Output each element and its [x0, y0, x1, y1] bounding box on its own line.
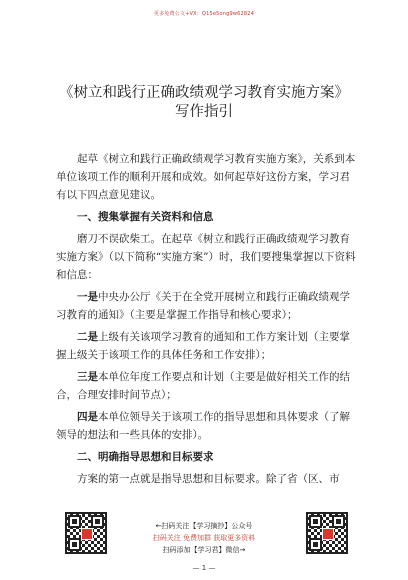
header-notice: 更多免费公文+VX：Q15e5ong9w62824: [153, 11, 255, 17]
footer: [0, 512, 408, 580]
section-heading-1: 一、搜集掌握有关资料和信息: [77, 211, 214, 223]
section-1-paragraph: 磨刀不误砍柴工。在起草《树立和践行正确政绩观学习教育实施方案》（以下简称“实施方案”）时，我们要搜集掌握以下资料和信息：: [56, 233, 356, 281]
list-item-text: 上级有关该项学习教育的通知和工作方案计划（主要掌握上级关于该项工作的具体任务和工作安排）；: [56, 331, 350, 361]
section-2-paragraph: 方案的第一点就是指导思想和目标要求。除了省（区、市: [77, 473, 340, 485]
footer-promo-line-2: 扫码关注 免费加群 获取更多资料: [152, 534, 256, 542]
list-item-3: [56, 368, 356, 404]
intro-paragraph: 起草《树立和践行正确政绩观学习教育实施方案》，关系到本单位该项工作的顺利开展和成效。如何起草好这份方案，学习君有以下四点意见建议。: [56, 153, 356, 201]
title-line-1: 《树立和践行正确政绩观学习教育实施方案》: [59, 85, 349, 101]
section-heading-2: 二、明确指导思想和目标要求: [77, 451, 214, 463]
list-item-4: [56, 408, 356, 444]
list-item-lead: 三是: [77, 371, 98, 383]
title-line-2: 写作指引: [175, 104, 233, 120]
list-item-lead: 二是: [77, 331, 98, 343]
qr-code-icon[interactable]: [65, 512, 107, 554]
list-item-lead: 四是: [77, 411, 98, 423]
document-title: [0, 84, 408, 122]
document-body: [56, 150, 356, 492]
footer-promo-line-3: 扫码添加【学习君】微信→: [162, 546, 246, 554]
footer-promo-line-1: ←扫码关注【学习摘抄】公众号: [155, 522, 253, 530]
list-item-lead: 一是: [77, 291, 98, 303]
list-item-text: 本单位年度工作要点和计划（主要是做好相关工作的结合，合理安排时间节点）；: [56, 371, 350, 401]
footer-promo: [120, 520, 288, 556]
list-item-1: [56, 288, 356, 324]
list-item-text: 本单位领导关于该项工作的指导思想和具体要求（了解领导的想法和一些具体的安排）。: [56, 411, 350, 441]
list-item-2: [56, 328, 356, 364]
qr-code-icon[interactable]: [306, 512, 348, 554]
list-item-text: 中央办公厅《关于在全党开展树立和践行正确政绩观学习教育的通知》（主要是掌握工作指导和核心要求）；: [56, 291, 350, 321]
page-number: — 1 —: [192, 564, 216, 572]
